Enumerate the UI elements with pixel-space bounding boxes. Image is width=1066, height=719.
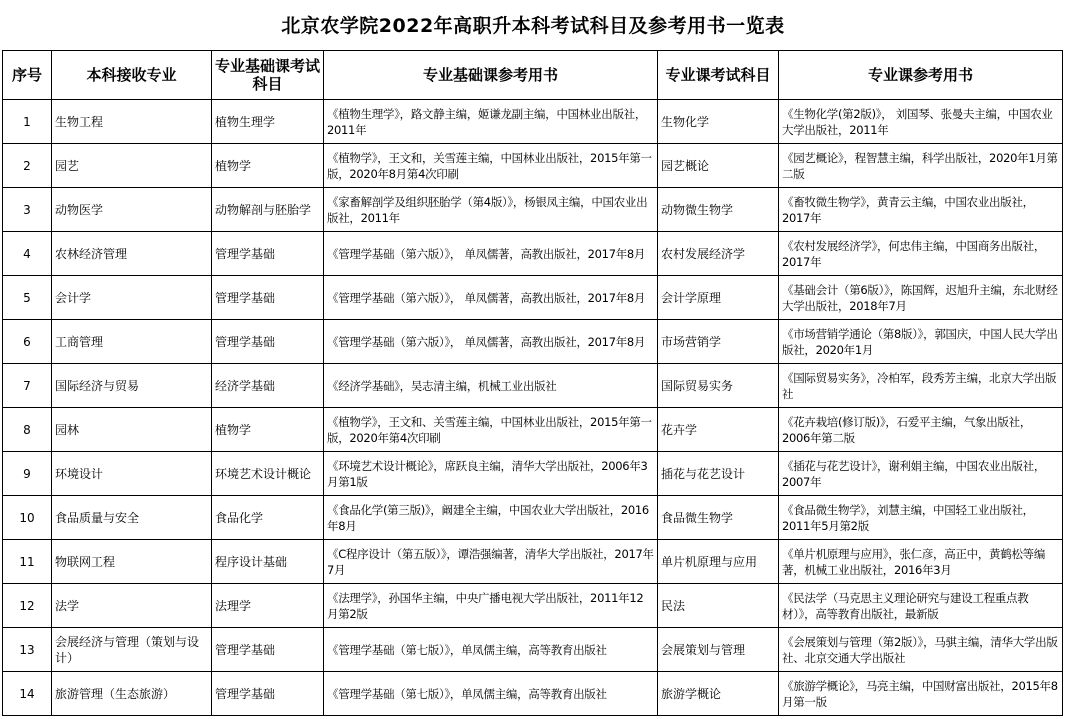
cell-basic-subject: 管理学基础 xyxy=(212,628,324,672)
cell-major: 食品质量与安全 xyxy=(52,496,212,540)
cell-basic-subject: 植物学 xyxy=(212,408,324,452)
cell-no: 14 xyxy=(3,672,52,716)
cell-basic-book: 《管理学基础（第六版）》， 单凤儒著，高教出版社，2017年8月 xyxy=(324,276,658,320)
cell-basic-book: 《管理学基础（第六版）》， 单凤儒著，高教出版社，2017年8月 xyxy=(324,232,658,276)
cell-basic-book: 《植物学》，王文和，关雪莲主编，中国林业出版社，2015年第一版，2020年8月第4次印刷 xyxy=(324,144,658,188)
table-row xyxy=(3,276,1063,320)
cell-major: 会展经济与管理（策划与设计） xyxy=(52,628,212,672)
cell-major: 国际经济与贸易 xyxy=(52,364,212,408)
cell-major: 农林经济管理 xyxy=(52,232,212,276)
cell-prof-book: 《生物化学(第2版)》， 刘国琴、张曼夫主编，中国农业大学出版社，2011年 xyxy=(779,100,1063,144)
cell-no: 7 xyxy=(3,364,52,408)
cell-basic-subject: 植物学 xyxy=(212,144,324,188)
cell-no: 9 xyxy=(3,452,52,496)
cell-no: 13 xyxy=(3,628,52,672)
cell-no: 4 xyxy=(3,232,52,276)
cell-basic-subject: 植物生理学 xyxy=(212,100,324,144)
cell-prof-subject: 民法 xyxy=(658,584,779,628)
cell-basic-subject: 环境艺术设计概论 xyxy=(212,452,324,496)
cell-prof-subject: 农村发展经济学 xyxy=(658,232,779,276)
cell-prof-subject: 食品微生物学 xyxy=(658,496,779,540)
cell-prof-subject: 插花与花艺设计 xyxy=(658,452,779,496)
cell-prof-book: 《食品微生物学》，刘慧主编，中国轻工业出版社，2011年5月第2版 xyxy=(779,496,1063,540)
table-row xyxy=(3,232,1063,276)
cell-prof-subject: 生物化学 xyxy=(658,100,779,144)
cell-prof-book: 《民法学（马克思主义理论研究与建设工程重点教材）》，高等教育出版社，最新版 xyxy=(779,584,1063,628)
header-prof-subject: 专业课考试科目 xyxy=(658,51,779,100)
table-row xyxy=(3,188,1063,232)
cell-no: 1 xyxy=(3,100,52,144)
cell-prof-book: 《花卉栽培(修订版)》，石爱平主编，气象出版社，2006年第二版 xyxy=(779,408,1063,452)
cell-prof-subject: 国际贸易实务 xyxy=(658,364,779,408)
cell-prof-book: 《园艺概论》，程智慧主编，科学出版社，2020年1月第二版 xyxy=(779,144,1063,188)
cell-major: 园艺 xyxy=(52,144,212,188)
header-prof-book: 专业课参考用书 xyxy=(779,51,1063,100)
cell-prof-book: 《国际贸易实务》，冷柏军，段秀芳主编，北京大学出版社 xyxy=(779,364,1063,408)
cell-prof-book: 《旅游学概论》，马亮主编，中国财富出版社，2015年8月第一版 xyxy=(779,672,1063,716)
cell-major: 工商管理 xyxy=(52,320,212,364)
table-row xyxy=(3,144,1063,188)
cell-basic-book: 《管理学基础（第六版）》， 单凤儒著，高教出版社，2017年8月 xyxy=(324,320,658,364)
table-row xyxy=(3,364,1063,408)
cell-basic-subject: 动物解剖与胚胎学 xyxy=(212,188,324,232)
cell-prof-subject: 旅游学概论 xyxy=(658,672,779,716)
table-row xyxy=(3,628,1063,672)
cell-basic-subject: 管理学基础 xyxy=(212,232,324,276)
table-row xyxy=(3,452,1063,496)
cell-major: 园林 xyxy=(52,408,212,452)
cell-no: 6 xyxy=(3,320,52,364)
cell-basic-book: 《植物生理学》，路文静主编，姬谦龙副主编，中国林业出版社，2011年 xyxy=(324,100,658,144)
cell-basic-book: 《经济学基础》，吴志清主编，机械工业出版社 xyxy=(324,364,658,408)
cell-prof-book: 《单片机原理与应用》，张仁彦，高正中，黄鹤松等编著，机械工业出版社，2016年3月 xyxy=(779,540,1063,584)
cell-no: 3 xyxy=(3,188,52,232)
table-row xyxy=(3,320,1063,364)
cell-prof-book: 《市场营销学通论（第8版）》，郭国庆，中国人民大学出版社，2020年1月 xyxy=(779,320,1063,364)
cell-basic-book: 《管理学基础（第七版）》，单凤儒主编，高等教育出版社 xyxy=(324,628,658,672)
cell-basic-book: 《C程序设计（第五版）》，谭浩强编著，清华大学出版社，2017年7月 xyxy=(324,540,658,584)
cell-basic-subject: 管理学基础 xyxy=(212,672,324,716)
page-title: 北京农学院2022年高职升本科考试科目及参考用书一览表 xyxy=(281,14,785,37)
cell-prof-subject: 市场营销学 xyxy=(658,320,779,364)
cell-basic-subject: 法理学 xyxy=(212,584,324,628)
header-major: 本科接收专业 xyxy=(52,51,212,100)
table-row xyxy=(3,540,1063,584)
cell-basic-book: 《管理学基础（第七版）》，单凤儒主编，高等教育出版社 xyxy=(324,672,658,716)
cell-prof-book: 《插花与花艺设计》，谢利娟主编，中国农业出版社，2007年 xyxy=(779,452,1063,496)
cell-major: 动物医学 xyxy=(52,188,212,232)
cell-prof-subject: 花卉学 xyxy=(658,408,779,452)
cell-basic-subject: 经济学基础 xyxy=(212,364,324,408)
cell-major: 会计学 xyxy=(52,276,212,320)
cell-prof-subject: 会计学原理 xyxy=(658,276,779,320)
table-row xyxy=(3,496,1063,540)
cell-major: 生物工程 xyxy=(52,100,212,144)
cell-basic-book: 《法理学》，孙国华主编，中央广播电视大学出版社，2011年12月第2版 xyxy=(324,584,658,628)
cell-major: 物联网工程 xyxy=(52,540,212,584)
cell-prof-subject: 动物微生物学 xyxy=(658,188,779,232)
cell-no: 8 xyxy=(3,408,52,452)
cell-prof-book: 《会展策划与管理（第2版）》，马骐主编，清华大学出版社、北京交通大学出版社 xyxy=(779,628,1063,672)
cell-major: 法学 xyxy=(52,584,212,628)
cell-basic-subject: 管理学基础 xyxy=(212,320,324,364)
cell-basic-book: 《植物学》，王文和、关雪莲主编，中国林业出版社，2015年第一版，2020年第4次印刷 xyxy=(324,408,658,452)
table-row xyxy=(3,100,1063,144)
exam-table xyxy=(2,50,1063,716)
header-no: 序号 xyxy=(3,51,52,100)
cell-no: 10 xyxy=(3,496,52,540)
cell-basic-book: 《环境艺术设计概论》，席跃良主编，清华大学出版社，2006年3月第1版 xyxy=(324,452,658,496)
table-row xyxy=(3,672,1063,716)
cell-major: 环境设计 xyxy=(52,452,212,496)
cell-basic-subject: 管理学基础 xyxy=(212,276,324,320)
cell-prof-subject: 会展策划与管理 xyxy=(658,628,779,672)
cell-prof-subject: 单片机原理与应用 xyxy=(658,540,779,584)
table-header-row xyxy=(3,51,1063,100)
cell-prof-book: 《畜牧微生物学》，黄青云主编，中国农业出版社，2017年 xyxy=(779,188,1063,232)
cell-no: 12 xyxy=(3,584,52,628)
header-basic-subject: 专业基础课考试科目 xyxy=(212,51,324,100)
cell-no: 11 xyxy=(3,540,52,584)
cell-major: 旅游管理（生态旅游） xyxy=(52,672,212,716)
cell-basic-book: 《食品化学(第三版)》，阚建全主编，中国农业大学出版社，2016年8月 xyxy=(324,496,658,540)
cell-prof-subject: 园艺概论 xyxy=(658,144,779,188)
cell-basic-subject: 食品化学 xyxy=(212,496,324,540)
cell-no: 5 xyxy=(3,276,52,320)
table-row xyxy=(3,408,1063,452)
table-row xyxy=(3,584,1063,628)
cell-basic-book: 《家畜解剖学及组织胚胎学（第4版）》，杨银凤主编，中国农业出版社，2011年 xyxy=(324,188,658,232)
cell-prof-book: 《农村发展经济学》，何忠伟主编，中国商务出版社，2017年 xyxy=(779,232,1063,276)
header-basic-book: 专业基础课参考用书 xyxy=(324,51,658,100)
cell-no: 2 xyxy=(3,144,52,188)
cell-basic-subject: 程序设计基础 xyxy=(212,540,324,584)
cell-prof-book: 《基础会计（第6版）》，陈国辉，迟旭升主编，东北财经大学出版社，2018年7月 xyxy=(779,276,1063,320)
